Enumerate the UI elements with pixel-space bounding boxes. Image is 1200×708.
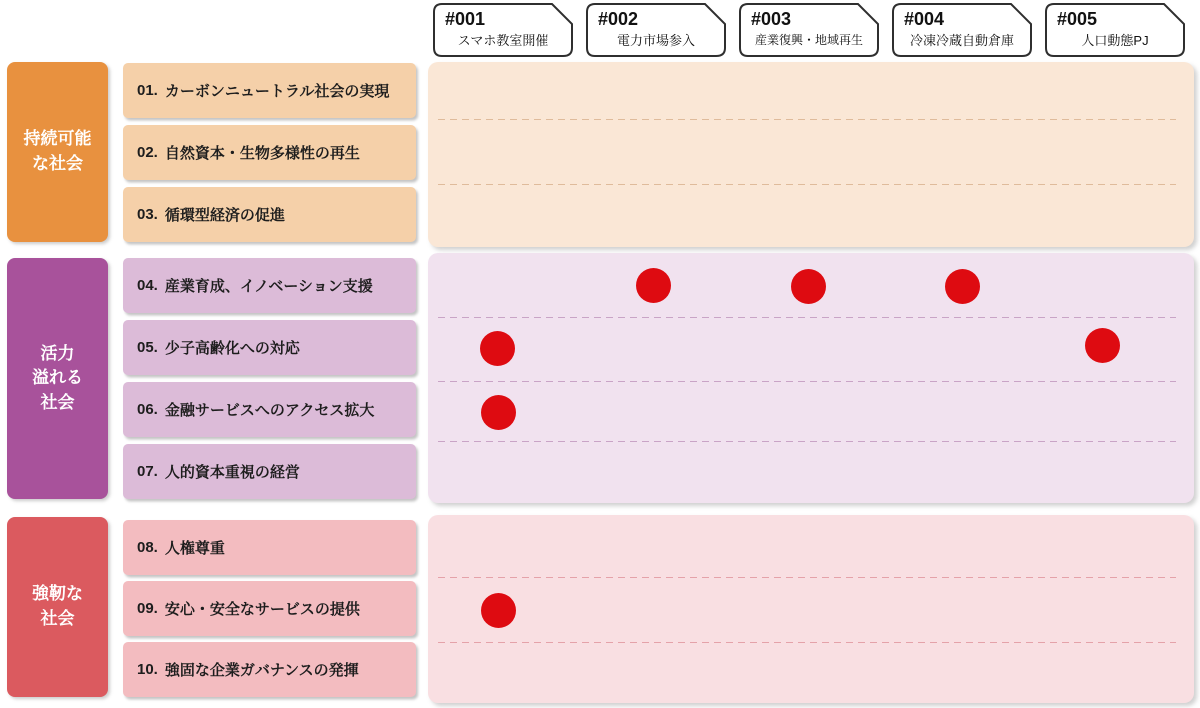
row-label: 人的資本重視の経営 (164, 464, 300, 481)
row-label: 自然資本・生物多様性の再生 (164, 145, 360, 162)
project-name: 人口動態PJ (1081, 33, 1149, 48)
project-name: スマホ教室開催 (457, 33, 549, 48)
project-tag-002 (586, 3, 726, 57)
row-divider (438, 119, 1176, 120)
row-divider (438, 642, 1176, 643)
matrix-dot-04-002 (636, 268, 671, 303)
row-number: 01. (137, 82, 158, 99)
category-block-sustainable-society (7, 62, 108, 242)
project-name: 産業復興・地域再生 (754, 33, 863, 47)
matrix-panel-resilient (428, 515, 1194, 703)
row-number: 04. (137, 277, 158, 294)
category-block-resilient-society (7, 517, 108, 697)
project-name: 冷凍冷蔵自動倉庫 (909, 33, 1014, 48)
row-item-08 (123, 520, 416, 575)
row-number: 05. (137, 339, 158, 356)
row-label: 強固な企業ガバナンスの発揮 (164, 662, 359, 679)
row-item-10 (123, 642, 416, 697)
project-id: #005 (1057, 9, 1098, 29)
row-label: 人権尊重 (164, 540, 225, 557)
row-divider (438, 577, 1176, 578)
row-number: 09. (137, 600, 158, 617)
row-number: 06. (137, 401, 158, 418)
row-item-02 (123, 125, 416, 180)
matrix-dot-09-001 (481, 593, 516, 628)
category-label: 活力 溢れる 社会 (32, 343, 83, 412)
project-name: 電力市場参入 (616, 33, 695, 48)
row-divider (438, 184, 1176, 185)
row-divider (438, 317, 1176, 318)
project-id: #002 (598, 9, 639, 29)
row-label: 少子高齢化への対応 (164, 340, 300, 357)
row-label: 循環型経済の促進 (164, 207, 285, 224)
row-item-04 (123, 258, 416, 313)
matrix-dot-05-005 (1085, 328, 1120, 363)
category-label: 持続可能 な社会 (23, 129, 92, 173)
matrix-dot-06-001 (481, 395, 516, 430)
row-item-09 (123, 581, 416, 636)
row-number: 02. (137, 144, 158, 161)
project-tag-005 (1045, 3, 1185, 57)
row-number: 03. (137, 206, 158, 223)
row-divider (438, 381, 1176, 382)
project-tag-004 (892, 3, 1032, 57)
row-label: カーボンニュートラル社会の実現 (164, 83, 390, 100)
row-item-07 (123, 444, 416, 499)
row-number: 08. (137, 539, 158, 556)
matrix-dot-04-003 (791, 269, 826, 304)
row-item-03 (123, 187, 416, 242)
project-id: #001 (445, 9, 486, 29)
row-number: 10. (137, 661, 158, 678)
matrix-dot-04-004 (945, 269, 980, 304)
row-divider (438, 441, 1176, 442)
category-block-vibrant-society (7, 258, 108, 499)
row-number: 07. (137, 463, 158, 480)
row-label: 金融サービスへのアクセス拡大 (164, 402, 375, 419)
project-id: #003 (751, 9, 792, 29)
project-tag-003 (739, 3, 879, 57)
row-label: 産業育成、イノベーション支援 (164, 278, 373, 295)
row-label: 安心・安全なサービスの提供 (164, 601, 360, 618)
project-id: #004 (904, 9, 945, 29)
row-item-06 (123, 382, 416, 437)
row-item-01 (123, 63, 416, 118)
category-label: 強靭な 社会 (32, 584, 83, 628)
matrix-dot-05-001 (480, 331, 515, 366)
row-item-05 (123, 320, 416, 375)
project-tag-001 (433, 3, 573, 57)
matrix-panel-sustainable (428, 62, 1194, 247)
